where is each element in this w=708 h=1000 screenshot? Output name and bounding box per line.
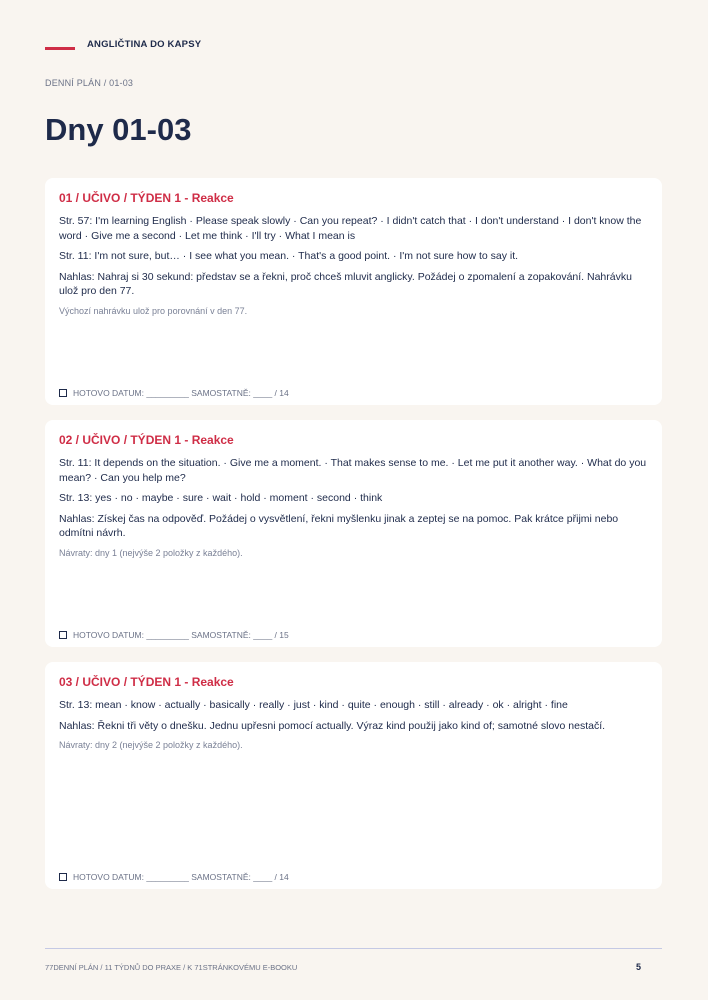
day-card-02 xyxy=(45,420,662,647)
card-line: Nahlas: Získej čas na odpověď. Požádej o vysvětlení, řekni myšlenku jinak a zeptej se na pomoc. Pak krátce přijmi nebo odmítni návrh. xyxy=(59,512,619,539)
footer-text: 77DENNÍ PLÁN / 11 TÝDNŮ DO PRAXE / K 71STRÁNKOVÉMU E-BOOKU xyxy=(45,963,298,972)
done-checkbox[interactable] xyxy=(59,873,67,881)
completion-label: HOTOVO DATUM: _________ SAMOSTATNĚ: ____ / 15 xyxy=(73,630,289,640)
page-number: 5 xyxy=(635,962,641,972)
card-note: Návraty: dny 1 (nejvýše 2 položky z každého). xyxy=(59,547,243,558)
done-checkbox[interactable] xyxy=(59,389,67,397)
done-checkbox[interactable] xyxy=(59,631,67,639)
completion-label: HOTOVO DATUM: _________ SAMOSTATNĚ: ____ / 14 xyxy=(73,388,289,398)
card-line: Nahlas: Řekni tři věty o dnešku. Jednu upřesni pomocí actually. Výraz kind použij jako kind of; samotné slovo nestačí. xyxy=(59,719,606,732)
day-card-03 xyxy=(45,662,662,889)
brand-name: ANGLIČTINA DO KAPSY xyxy=(87,39,202,50)
card-line: Str. 57: I'm learning English · Please speak slowly · Can you repeat? · I didn't catch that · I don't understand · I don't know the word · Give me a second · Let me think · I'll try · What I mean is xyxy=(59,215,642,242)
card-heading: 03 / UČIVO / TÝDEN 1 - Reakce xyxy=(59,675,234,689)
completion-label: HOTOVO DATUM: _________ SAMOSTATNĚ: ____ / 14 xyxy=(73,872,289,882)
card-heading: 02 / UČIVO / TÝDEN 1 - Reakce xyxy=(59,433,234,447)
card-line: Str. 11: It depends on the situation. · Give me a moment. · That makes sense to me. · Let me put it another way. · What do you mean? · Can you help me? xyxy=(59,457,647,484)
completion-row xyxy=(59,872,289,882)
footer-divider xyxy=(45,948,662,949)
card-heading: 01 / UČIVO / TÝDEN 1 - Reakce xyxy=(59,191,234,205)
completion-row xyxy=(59,388,289,398)
day-card-01 xyxy=(45,178,662,405)
card-note: Návraty: dny 2 (nejvýše 2 položky z každého). xyxy=(59,740,243,750)
breadcrumb: DENNÍ PLÁN / 01-03 xyxy=(45,78,134,88)
page-title: Dny 01-03 xyxy=(45,112,192,147)
card-line: Str. 11: I'm not sure, but… · I see what you mean. · That's a good point. · I'm not sure how to say it. xyxy=(59,250,519,262)
completion-row xyxy=(59,630,289,640)
card-line: Nahlas: Nahraj si 30 sekund: představ se a řekni, proč chceš mluvit anglicky. Požádej o zpomalení a zopakování. Nahrávku ulož pro den 77. xyxy=(59,270,632,297)
card-line: Str. 13: mean · know · actually · basically · really · just · kind · quite · enough · still · already · ok · alright · fine xyxy=(59,699,568,711)
card-note: Výchozí nahrávku ulož pro porovnání v den 77. xyxy=(59,305,248,316)
brand-accent-bar xyxy=(45,47,75,50)
card-line: Str. 13: yes · no · maybe · sure · wait · hold · moment · second · think xyxy=(59,492,383,504)
